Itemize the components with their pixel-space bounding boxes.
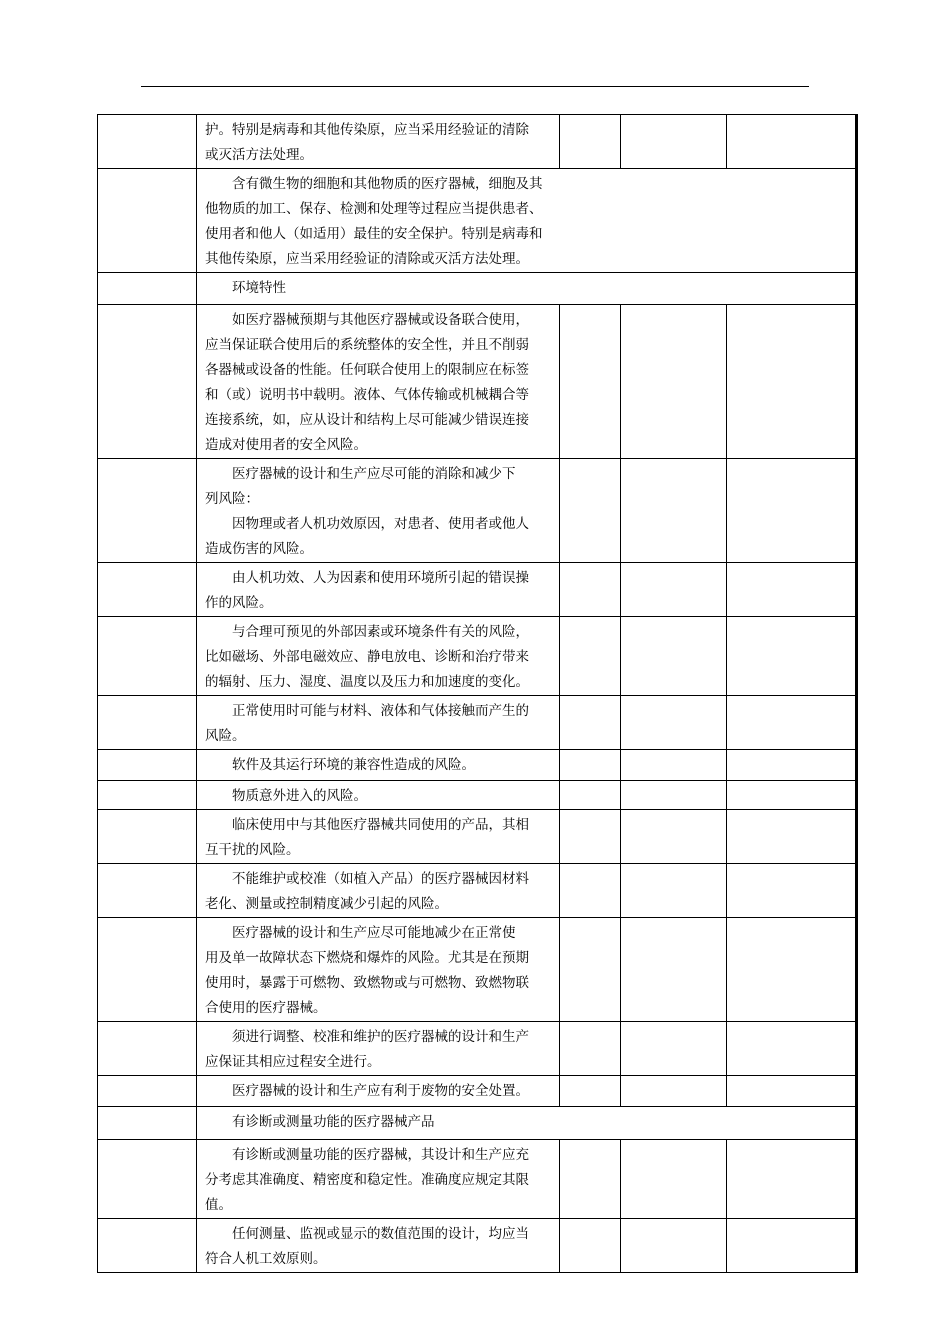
text-line: 列风险： (205, 491, 259, 507)
text-line: 须进行调整、校准和维护的医疗器械的设计和生产 (232, 1029, 529, 1045)
evidence-cell (621, 563, 727, 617)
requirement-text (197, 563, 559, 616)
remark-cell (727, 750, 857, 781)
text-line: 使用时，暴露于可燃物、致燃物或与可燃物、致燃物联 (205, 975, 529, 991)
clause-cell (98, 459, 197, 563)
clause-cell (98, 169, 197, 273)
clause-cell (98, 864, 197, 918)
table-row (98, 864, 857, 918)
remark-cell (727, 1219, 857, 1273)
text-line: 应保证其相应过程安全进行。 (205, 1054, 381, 1070)
text-line: 正常使用时可能与材料、液体和气体接触而产生的 (232, 703, 529, 719)
clause-cell (98, 273, 197, 305)
remark-cell (727, 781, 857, 810)
evidence-cell (621, 1219, 727, 1273)
requirement-cell (197, 1219, 560, 1273)
requirement-text (197, 305, 559, 458)
table-row (98, 563, 857, 617)
table-row (98, 617, 857, 696)
clause-cell (98, 563, 197, 617)
requirement-cell (197, 1140, 560, 1219)
table-row (98, 305, 857, 459)
text-line: 的辐射、压力、湿度、温度以及压力和加速度的变化。 (205, 674, 529, 690)
table-row (98, 696, 857, 750)
text-line: 造成对使用者的安全风险。 (205, 437, 367, 453)
section-heading (197, 1107, 855, 1135)
check-cell (560, 1022, 621, 1076)
text-line: 不能维护或校准（如植入产品）的医疗器械因材料 (232, 871, 529, 887)
text-line: 合使用的医疗器械。 (205, 1000, 327, 1016)
text-line: 作的风险。 (205, 595, 273, 611)
requirement-cell (197, 563, 560, 617)
table-row (98, 810, 857, 864)
text-line: 如医疗器械预期与其他医疗器械或设备联合使用， (232, 312, 529, 328)
text-line: 物质意外进入的风险。 (232, 788, 367, 804)
clause-cell (98, 115, 197, 169)
requirement-text (197, 918, 559, 1021)
evidence-cell (621, 781, 727, 810)
remark-cell (727, 810, 857, 864)
check-cell (560, 115, 621, 169)
requirement-cell (197, 1022, 560, 1076)
requirement-text (197, 1140, 559, 1218)
table-row (98, 1140, 857, 1219)
evidence-cell (621, 1076, 727, 1107)
section-row (98, 273, 857, 305)
requirement-cell (197, 781, 560, 810)
text-line: 含有微生物的细胞和其他物质的医疗器械，细胞及其 (232, 176, 543, 192)
requirement-text (197, 810, 559, 863)
clause-cell (98, 1022, 197, 1076)
text-line: 他物质的加工、保存、检测和处理等过程应当提供患者、 (205, 201, 543, 217)
text-line: 任何测量、监视或显示的数值范围的设计，均应当 (232, 1226, 529, 1242)
remark-cell (727, 1022, 857, 1076)
requirement-text (197, 864, 559, 917)
requirement-text (197, 1022, 559, 1075)
remark-cell (727, 1076, 857, 1107)
evidence-cell (621, 115, 727, 169)
check-cell (560, 781, 621, 810)
requirement-text (197, 781, 559, 809)
text-line: 由人机功效、人为因素和使用环境所引起的错误操 (232, 570, 529, 586)
clause-cell (98, 1076, 197, 1107)
requirement-cell (197, 864, 560, 918)
section-heading (197, 273, 855, 301)
remark-cell (727, 696, 857, 750)
check-cell (560, 1076, 621, 1107)
check-cell (560, 864, 621, 918)
evidence-cell (621, 750, 727, 781)
requirement-text (197, 115, 559, 168)
clause-cell (98, 918, 197, 1022)
check-cell (560, 750, 621, 781)
text-line: 其他传染原，应当采用经验证的清除或灭活方法处理。 (205, 251, 529, 267)
clause-cell (98, 617, 197, 696)
remark-cell (727, 617, 857, 696)
table-row (98, 750, 857, 781)
check-cell (560, 617, 621, 696)
text-line: 老化、测量或控制精度减少引起的风险。 (205, 896, 448, 912)
remark-cell (727, 115, 857, 169)
clause-cell (98, 305, 197, 459)
clause-cell (98, 1140, 197, 1219)
text-line: 环境特性 (232, 280, 286, 296)
evidence-cell (621, 1140, 727, 1219)
requirement-cell (197, 169, 857, 273)
remark-cell (727, 864, 857, 918)
text-line: 使用者和他人（如适用）最佳的安全保护。特别是病毒和 (205, 226, 543, 242)
requirement-text (197, 750, 559, 778)
text-line: 临床使用中与其他医疗器械共同使用的产品，其相 (232, 817, 529, 833)
text-line: 各器械或设备的性能。任何联合使用上的限制应在标签 (205, 362, 529, 378)
table-row (98, 115, 857, 169)
evidence-cell (621, 918, 727, 1022)
check-cell (560, 810, 621, 864)
table-row (98, 459, 857, 563)
remark-cell (727, 459, 857, 563)
text-line: 造成伤害的风险。 (205, 541, 313, 557)
check-cell (560, 563, 621, 617)
text-line: 有诊断或测量功能的医疗器械，其设计和生产应充 (232, 1147, 529, 1163)
check-cell (560, 305, 621, 459)
evidence-cell (621, 1022, 727, 1076)
section-heading-cell (197, 273, 857, 305)
table-row (98, 1022, 857, 1076)
check-cell (560, 459, 621, 563)
text-line: 互干扰的风险。 (205, 842, 300, 858)
check-cell (560, 696, 621, 750)
text-line: 或灭活方法处理。 (205, 147, 313, 163)
requirement-text (197, 1219, 559, 1272)
remark-cell (727, 918, 857, 1022)
clause-cell (98, 781, 197, 810)
text-line: 护。特别是病毒和其他传染原，应当采用经验证的清除 (205, 122, 529, 138)
evidence-cell (621, 459, 727, 563)
text-line: 分考虑其准确度、精密度和稳定性。准确度应规定其限 (205, 1172, 529, 1188)
text-line: 软件及其运行环境的兼容性造成的风险。 (232, 757, 475, 773)
text-line: 符合人机工效原则。 (205, 1251, 327, 1267)
evidence-cell (621, 305, 727, 459)
text-line: 比如磁场、外部电磁效应、静电放电、诊断和治疗带来 (205, 649, 529, 665)
table-row (98, 1076, 857, 1107)
clause-cell (98, 1107, 197, 1140)
check-cell (560, 1140, 621, 1219)
requirement-text (197, 696, 559, 749)
text-line: 值。 (205, 1197, 232, 1213)
remark-cell (727, 305, 857, 459)
section-heading-cell (197, 1107, 857, 1140)
text-line: 医疗器械的设计和生产应有利于废物的安全处置。 (232, 1083, 529, 1099)
text-line: 医疗器械的设计和生产应尽可能地减少在正常使 (232, 925, 516, 941)
requirement-cell (197, 750, 560, 781)
evidence-cell (621, 810, 727, 864)
check-cell (560, 918, 621, 1022)
clause-cell (98, 810, 197, 864)
requirement-text (197, 459, 559, 562)
requirement-cell (197, 115, 560, 169)
text-line: 和（或）说明书中载明。液体、气体传输或机械耦合等 (205, 387, 529, 403)
check-cell (560, 1219, 621, 1273)
remark-cell (727, 1140, 857, 1219)
evidence-cell (621, 696, 727, 750)
evidence-cell (621, 864, 727, 918)
evidence-cell (621, 617, 727, 696)
requirement-cell (197, 1076, 560, 1107)
requirement-cell (197, 918, 560, 1022)
requirement-text (197, 169, 855, 272)
text-line: 用及单一故障状态下燃烧和爆炸的风险。尤其是在预期 (205, 950, 529, 966)
requirement-cell (197, 617, 560, 696)
text-line: 与合理可预见的外部因素或环境条件有关的风险， (232, 624, 529, 640)
requirement-text (197, 617, 559, 695)
text-line: 医疗器械的设计和生产应尽可能的消除和减少下 (232, 466, 516, 482)
requirement-text (197, 1076, 559, 1104)
text-line: 有诊断或测量功能的医疗器械产品 (232, 1114, 435, 1130)
clause-cell (98, 750, 197, 781)
text-line: 风险。 (205, 728, 246, 744)
text-line: 因物理或者人机功效原因，对患者、使用者或他人 (232, 516, 529, 532)
requirement-cell (197, 459, 560, 563)
requirement-cell (197, 305, 560, 459)
table-row (98, 918, 857, 1022)
header-rule (141, 86, 809, 87)
table-row (98, 1219, 857, 1273)
requirement-cell (197, 810, 560, 864)
requirements-checklist-table (97, 114, 858, 1273)
text-line: 应当保证联合使用后的系统整体的安全性，并且不削弱 (205, 337, 529, 353)
clause-cell (98, 1219, 197, 1273)
text-line: 连接系统，如，应从设计和结构上尽可能减少错误连接 (205, 412, 529, 428)
remark-cell (727, 563, 857, 617)
section-row (98, 1107, 857, 1140)
table-row (98, 169, 857, 273)
clause-cell (98, 696, 197, 750)
requirement-cell (197, 696, 560, 750)
table-row (98, 781, 857, 810)
